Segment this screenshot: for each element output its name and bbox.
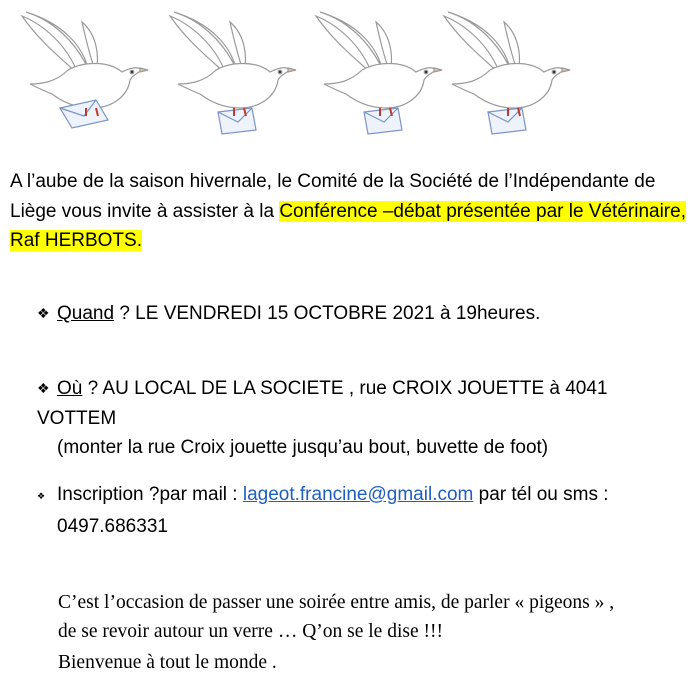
- dove-icon: [434, 4, 584, 144]
- inscription-item: [37, 480, 687, 541]
- dove-icon: [160, 4, 310, 144]
- inscription-prefix: Inscription ?par mail :: [57, 484, 243, 505]
- intro-paragraph: [10, 167, 690, 256]
- intro-text: A l’aube de la saison hivernale, le Comité de la Société de l’Indépendante de Liège vous invite à assister à la: [10, 171, 656, 222]
- diamond-bullet-icon: ❖: [37, 380, 50, 396]
- closing-line-1: C’est l’occasion de passer une soirée entre amis, de parler « pigeons » ,: [58, 592, 615, 613]
- email-link[interactable]: lageot.francine@gmail.com: [242, 484, 474, 505]
- where-note: (monter la rue Croix jouette jusqu’au bout, buvette de foot): [57, 437, 549, 458]
- conference-highlight: Conférence –débat présentée par le Vétérinaire, Raf HERBOTS.: [10, 200, 686, 251]
- diamond-bullet-icon: ❖: [37, 491, 46, 501]
- where-text: ? AU LOCAL DE LA SOCIETE , rue CROIX JOUETTE à 4041 VOTTEM: [37, 378, 608, 429]
- inscription-suffix: par tél ou sms :: [473, 484, 609, 505]
- dove-icon: [12, 4, 162, 144]
- diamond-bullet-icon: ❖: [37, 305, 50, 321]
- where-item: [37, 374, 687, 463]
- when-item: [37, 299, 687, 329]
- phone-number: 0497.686331: [57, 515, 168, 537]
- closing-line-3: Bienvenue à tout le monde .: [58, 652, 277, 673]
- closing-line-2: de se revoir autour un verre … Q’on se le dise !!!: [58, 621, 443, 642]
- dove-banner: [0, 0, 692, 150]
- where-label: Où: [57, 378, 83, 399]
- when-label: Quand: [57, 303, 115, 324]
- when-text: ? LE VENDREDI 15 OCTOBRE 2021 à 19heures.: [114, 303, 541, 324]
